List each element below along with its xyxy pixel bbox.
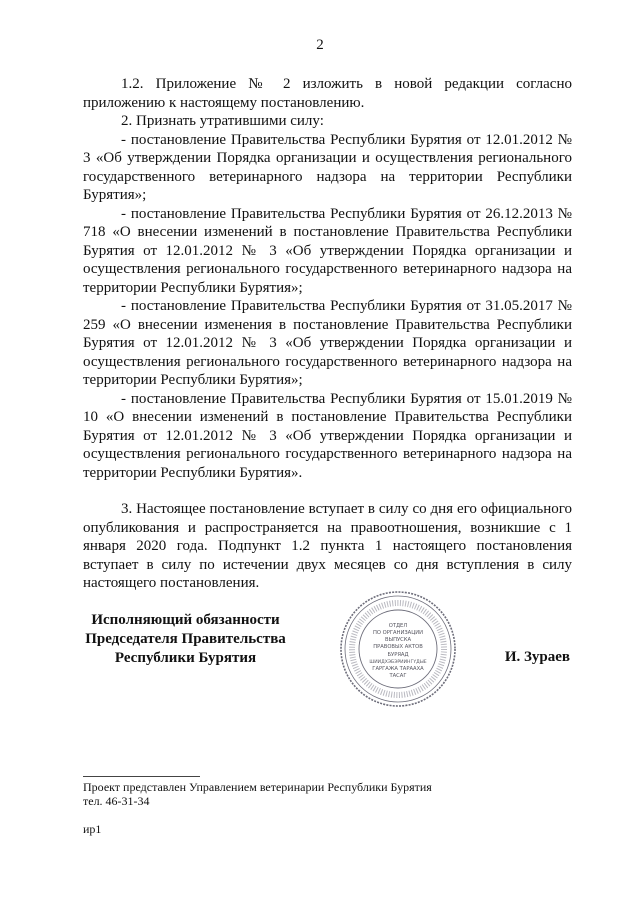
signatory-name: И. Зураев <box>504 649 570 665</box>
position-line-1: Исполняющий обязанности <box>91 612 280 628</box>
stamp-line-6: ШИИДХЭБЭРИИНГҮДЫЕ <box>369 660 427 665</box>
repealed-item-4: - постановление Правительства Республики Бурятия от 15.01.2019 № 10 «О внесении изменений в постановление Правительства Республики Бурятия от 12.01.2012 № 3 «Об утверждении Порядка организации и осуществления регионального государственного ветеринарного надзора на территории Республики Бурятия». <box>83 390 572 481</box>
footnote-divider <box>83 776 200 777</box>
repealed-item-3: - постановление Правительства Республики Бурятия от 31.05.2017 № 259 «О внесении изменения в постановление Правительства Республики Бурятия от 12.01.2012 № 3 «Об утверждении Порядка организации и осуществления регионального государственного ветеринарного надзора на территории Республики Бурятия»; <box>83 298 572 388</box>
document-body <box>83 75 572 593</box>
stamp-line-8: ТАСАГ <box>389 673 407 679</box>
position-line-2: Председателя Правительства <box>85 631 286 647</box>
signature-block <box>83 611 572 711</box>
stamp-line-5: БУРЯАД <box>387 652 409 658</box>
page-number: 2 <box>316 37 324 53</box>
footnote <box>83 780 432 808</box>
official-stamp <box>338 589 458 709</box>
stamp-line-2: ПО ОРГАНИЗАЦИИ <box>372 630 424 636</box>
paragraph-1-2: 1.2. Приложение № 2 изложить в новой редакции согласно приложению к настоящему постановлению. <box>83 76 572 111</box>
executor-index: ир1 <box>83 822 102 836</box>
repealed-item-1: - постановление Правительства Республики Бурятия от 12.01.2012 № 3 «Об утверждении Порядка организации и осуществления регионального государственного ветеринарного надзора на территории Республики Бурятия»; <box>83 131 572 203</box>
footnote-author: Проект представлен Управлением ветеринарии Республики Бурятия <box>83 780 432 794</box>
repealed-item-2: - постановление Правительства Республики Бурятия от 26.12.2013 № 718 «О внесении изменений в постановление Правительства Республики Бурятия от 12.01.2012 № 3 «Об утверждении Порядка организации и осуществления регионального государственного ветеринарного надзора на территории Республики Бурятия»; <box>83 205 572 296</box>
stamp-line-7: ГАРГАЖА ТАРААХА <box>372 666 424 672</box>
stamp-line-3: ВЫПУСКА <box>384 637 412 643</box>
position-line-3: Республики Бурятия <box>114 650 257 666</box>
paragraph-2: 2. Признать утратившими силу: <box>121 113 324 129</box>
footnote-phone: тел. 46-31-34 <box>83 794 150 808</box>
paragraph-3: 3. Настоящее постановление вступает в силу со дня его официального опубликования и распространяется на правоотношения, возникшие с 1 января 2020 года. Подпункт 1.2 пункта 1 настоящего постановления вступает в силу по истечении двух месяцев со дня вступления в силу настоящего постановления. <box>83 501 572 591</box>
signatory-position <box>83 611 288 668</box>
stamp-line-1: ОТДЕЛ <box>388 623 408 629</box>
stamp-line-4: ПРАВОВЫХ АКТОВ <box>373 644 423 650</box>
